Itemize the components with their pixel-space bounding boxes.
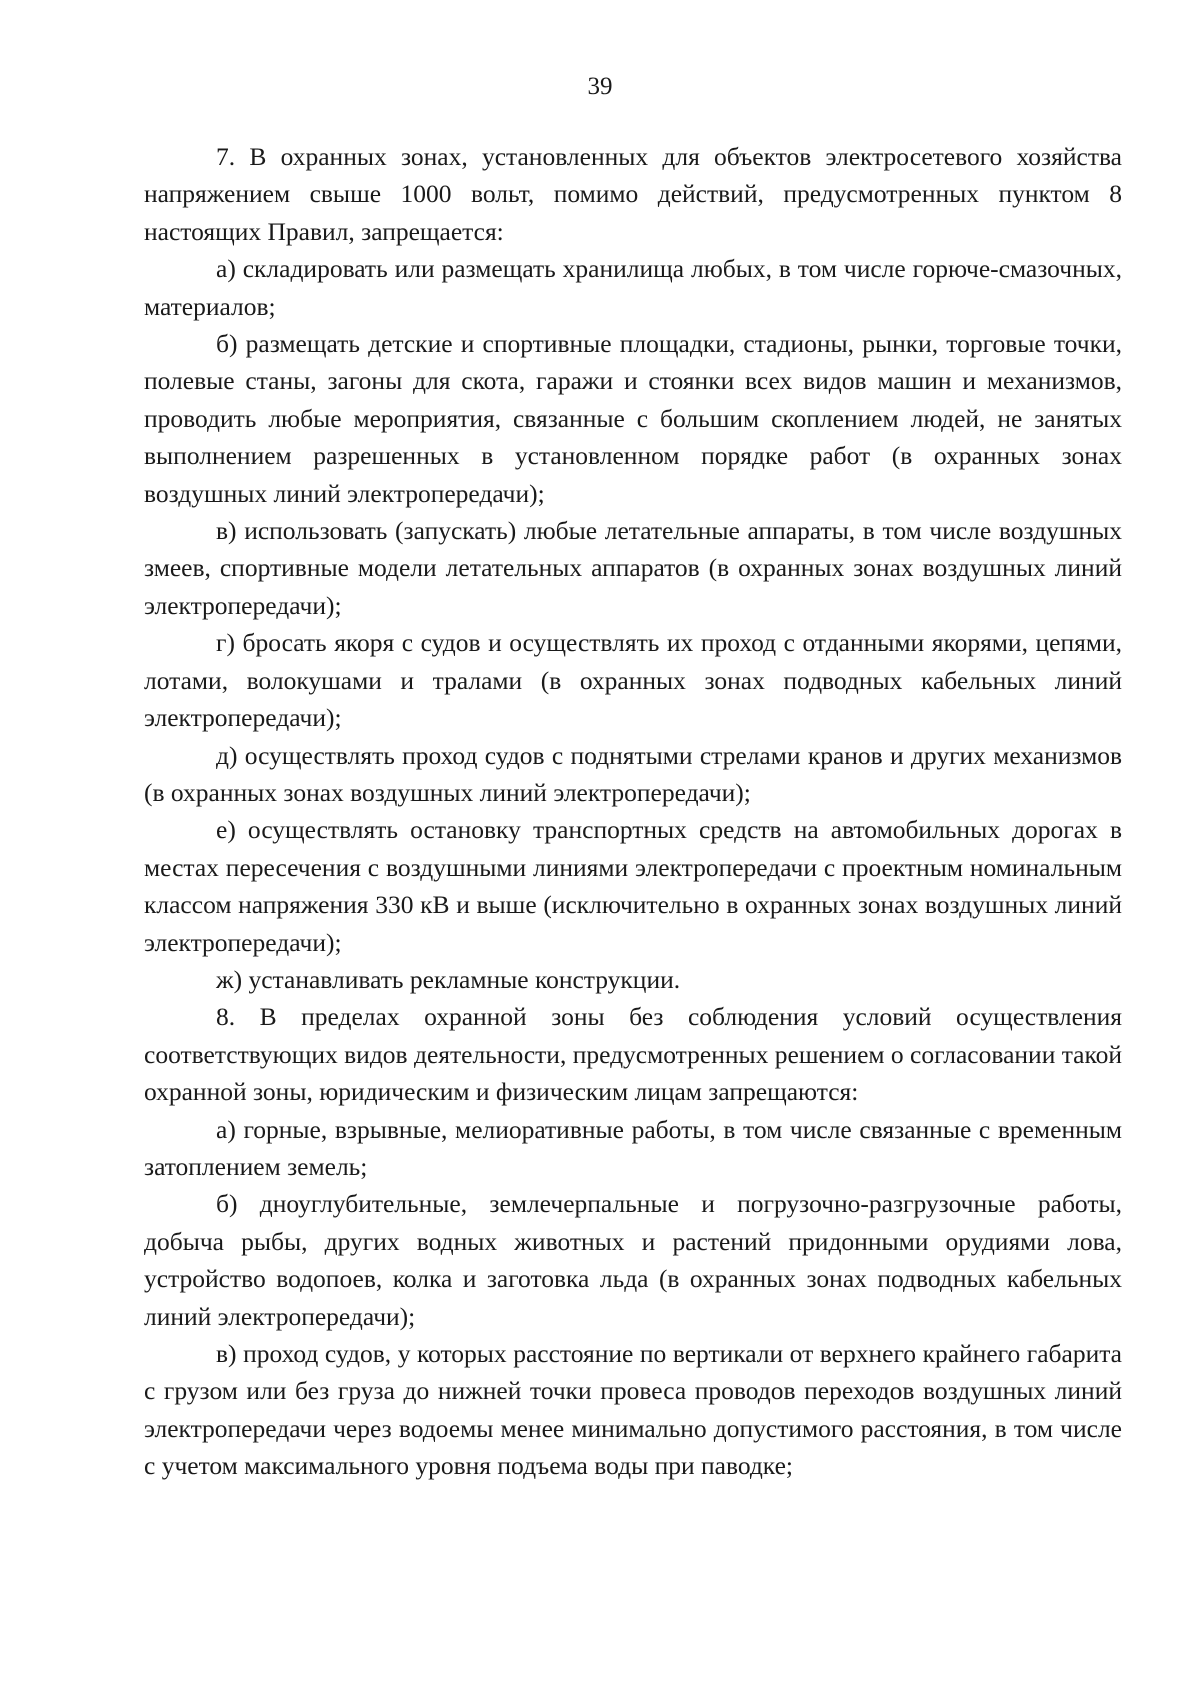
paragraph-7-a: а) складировать или размещать хранилища любых, в том числе горюче-смазочных, материалов; [144, 254, 1122, 321]
paragraph-7-e: е) осуществлять остановку транспортных средств на автомобильных дорогах в местах пересечения с воздушными линиями электропередачи с проектным номинальным классом напряжения 330 кВ и выше (исключительно в охранных зонах воздушных линий электропередачи); [144, 815, 1122, 957]
paragraph-7-g: г) бросать якоря с судов и осуществлять их проход с отданными якорями, цепями, лотами, волокушами и тралами (в охранных зонах подводных кабельных линий электропередачи); [144, 628, 1122, 733]
paragraph-8-b: б) дноуглубительные, землечерпальные и погрузочно-разгрузочные работы, добыча рыбы, других водных животных и растений придонными орудиями лова, устройство водопоев, колка и заготовка льда (в охранных зонах подводных кабельных линий электропередачи); [144, 1189, 1122, 1331]
paragraph-7-zh: ж) устанавливать рекламные конструкции. [216, 964, 681, 994]
paragraph-7: 7. В охранных зонах, установленных для объектов электросетевого хозяйства напряжением свыше 1000 вольт, помимо действий, предусмотренных пунктом 8 настоящих Правил, запрещается: [144, 142, 1122, 246]
paragraph-8-a: а) горные, взрывные, мелиоративные работы, в том числе связанные с временным затоплением земель; [144, 1114, 1122, 1181]
page-number: 39 [587, 73, 613, 100]
document-body [144, 138, 1122, 1485]
paragraph-8: 8. В пределах охранной зоны без соблюдения условий осуществления соответствующих видов деятельности, предусмотренных решением о согласовании такой охранной зоны, юридическим и физическим лицам запрещаются: [144, 1002, 1122, 1107]
paragraph-8-v: в) проход судов, у которых расстояние по вертикали от верхнего крайнего габарита с грузом или без груза до нижней точки провеса проводов переходов воздушных линий электропередачи через водоемы менее минимально допустимого расстояния, в том числе с учетом максимального уровня подъема воды при паводке; [144, 1339, 1122, 1481]
paragraph-7-d: д) осуществлять проход судов с поднятыми стрелами кранов и других механизмов (в охранных зонах воздушных линий электропередачи); [144, 740, 1122, 807]
paragraph-7-b: б) размещать детские и спортивные площадки, стадионы, рынки, торговые точки, полевые станы, загоны для скота, гаражи и стоянки всех видов машин и механизмов, проводить любые мероприятия, связанные с большим скоплением людей, не занятых выполнением разрешенных в установленном порядке работ (в охранных зонах воздушных линий электропередачи); [144, 329, 1122, 508]
paragraph-7-v: в) использовать (запускать) любые летательные аппараты, в том числе воздушных змеев, спортивные модели летательных аппаратов (в охранных зонах воздушных линий электропередачи); [144, 516, 1122, 620]
